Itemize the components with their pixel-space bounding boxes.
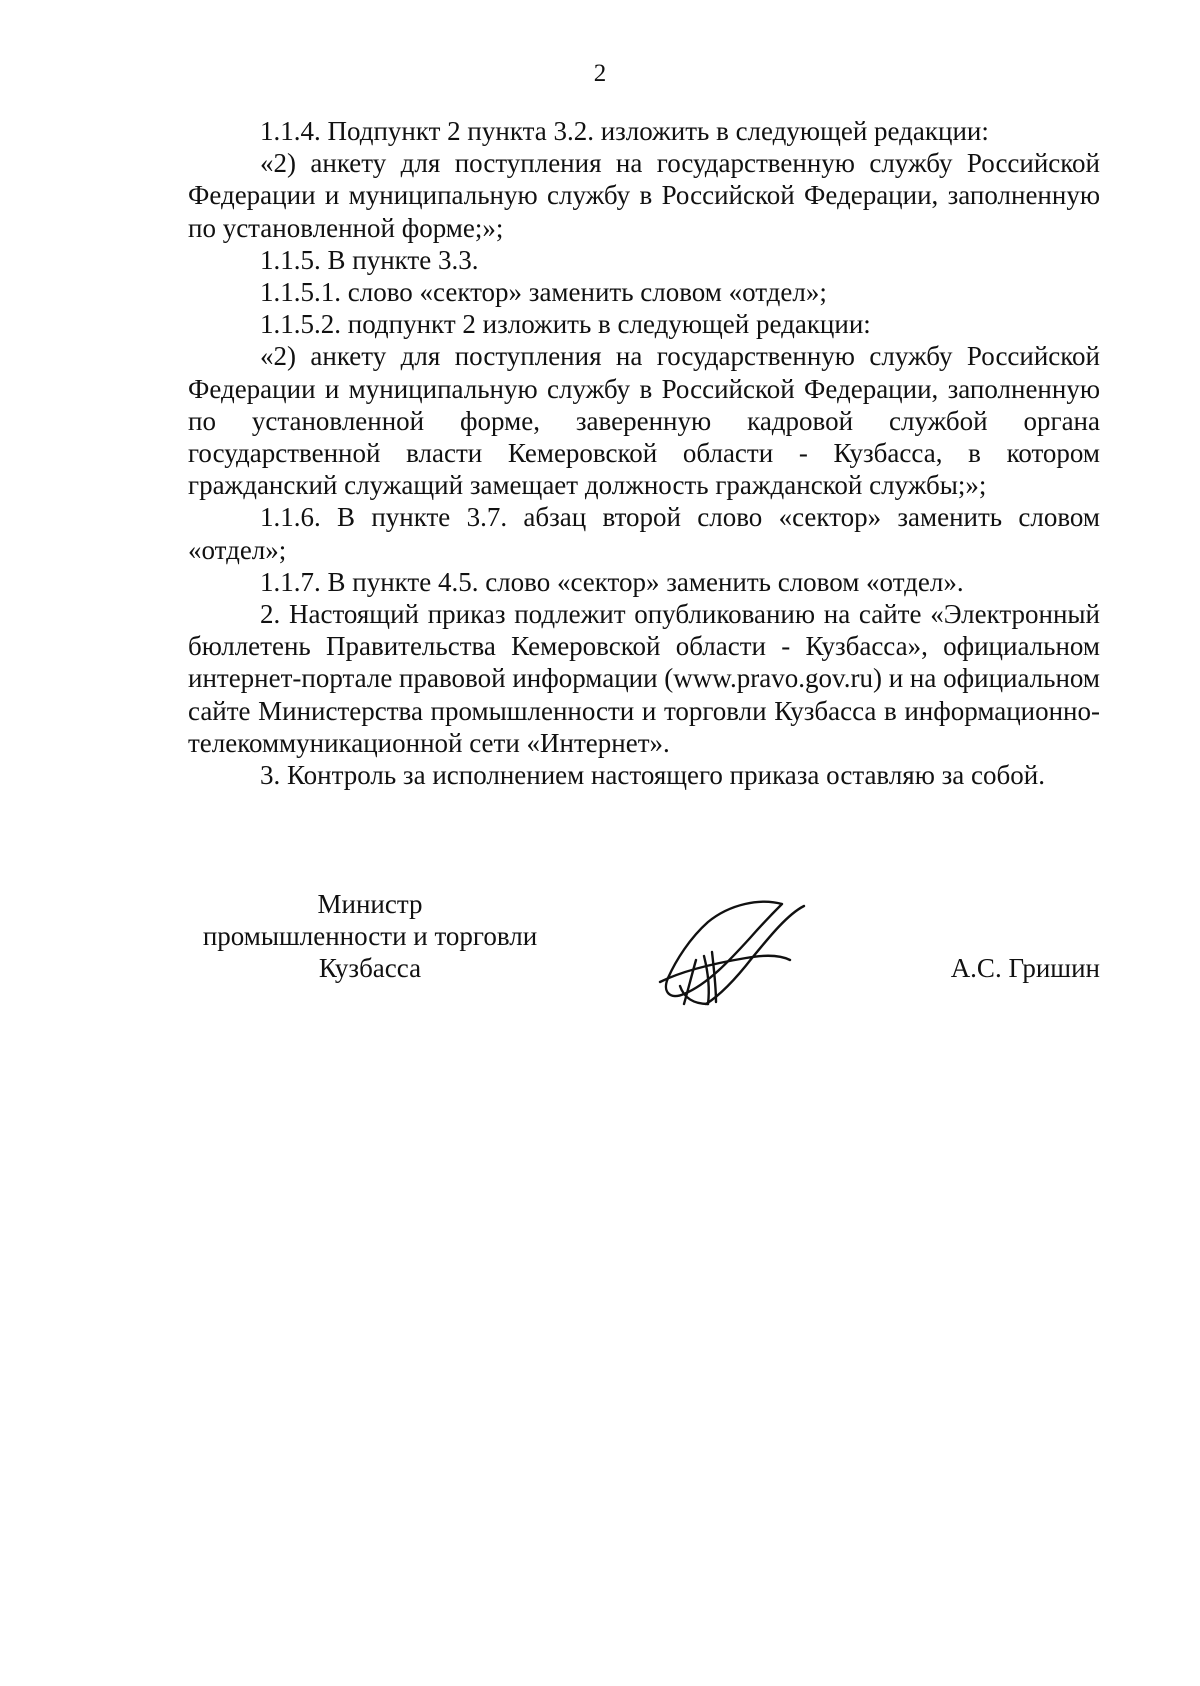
signatory-title-line: Кузбасса — [318, 953, 422, 983]
paragraph-questionnaire-2: «2) анкету для поступления на государственную службу Российской Федерации и муниципальную службу в Российской Федерации, заполненную по установленной форме, заверенную кадровой службой органа государственной власти Кемеровской области - Кузбасса, в котором гражданский служащий замещает должность гражданской службы;»; — [188, 341, 1100, 501]
paragraph-1-1-4: 1.1.4. Подпункт 2 пункта 3.2. изложить в следующей редакции: — [260, 116, 989, 146]
signatory-title-line: Министр — [317, 889, 423, 919]
signatory-title — [190, 888, 550, 984]
handwritten-signature-icon — [650, 886, 820, 1010]
paragraph-1-1-5-1: 1.1.5.1. слово «сектор» заменить словом «отдел»; — [260, 277, 827, 308]
page-number: 2 — [593, 60, 607, 87]
paragraph-1-1-5: 1.1.5. В пункте 3.3. — [260, 244, 479, 275]
paragraph-1-1-7: 1.1.7. В пункте 4.5. слово «сектор» заменить словом «отдел». — [260, 566, 964, 597]
paragraph-3-control: 3. Контроль за исполнением настоящего приказа оставляю за собой. — [260, 760, 1045, 791]
document-body — [188, 115, 1100, 791]
paragraph-2-publication: 2. Настоящий приказ подлежит опубликованию на сайте «Электронный бюллетень Правительства Кемеровской области - Кузбасса», официальном интернет-портале правовой информации (www.pravo.gov.ru) и на официальном сайте Министерства промышленности и торговли Кузбасса в информационно-телекоммуникационной сети «Интернет». — [188, 599, 1100, 758]
signatory-name: А.С. Гришин — [950, 953, 1100, 983]
signature-block — [0, 888, 1200, 1028]
paragraph-questionnaire-1: «2) анкету для поступления на государственную службу Российской Федерации и муниципальную службу в Российской Федерации, заполненную по установленной форме;»; — [188, 148, 1100, 243]
paragraph-1-1-5-2: 1.1.5.2. подпункт 2 изложить в следующей редакции: — [260, 309, 871, 340]
paragraph-1-1-6: 1.1.6. В пункте 3.7. абзац второй слово «сектор» заменить словом «отдел»; — [188, 502, 1100, 565]
signatory-title-line: промышленности и торговли — [202, 921, 538, 951]
